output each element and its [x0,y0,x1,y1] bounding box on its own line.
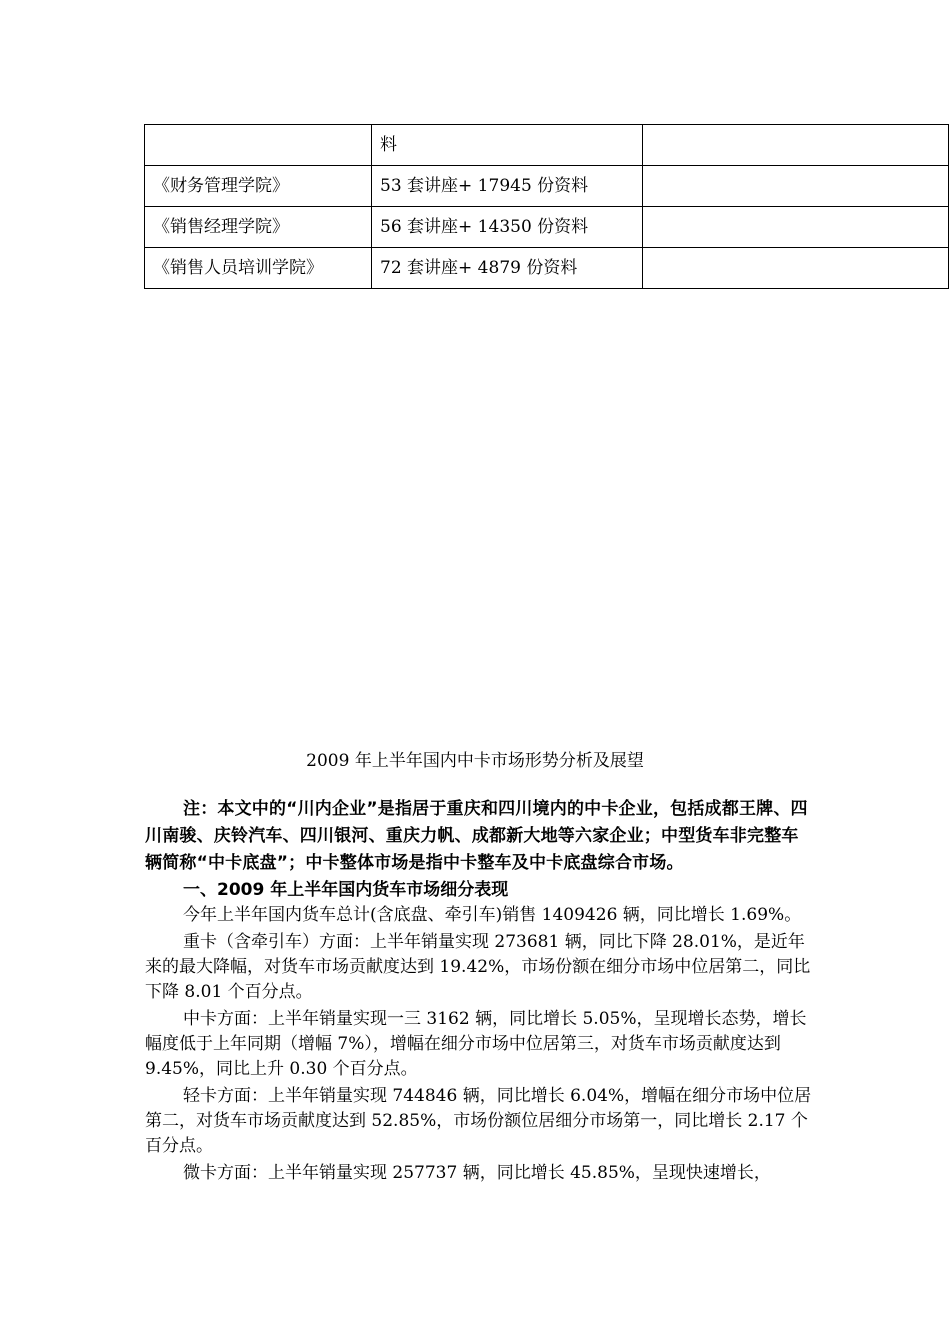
paragraph: 微卡方面：上半年销量实现 257737 辆，同比增长 45.85%，呈现快速增长， [183,1163,771,1183]
article-title: 2009 年上半年国内中卡市场形势分析及展望 [306,751,644,771]
table-cell-content: 料 [372,125,643,166]
paragraph: 重卡（含牵引车）方面：上半年销量实现 273681 辆，同比下降 28.01%，是近年来的最大降幅，对货车市场贡献度达到 19.42%，市场份额在细分市场中位居第二，同比下降 8.01 个百分点。 [145,932,811,1002]
paragraph: 今年上半年国内货车总计(含底盘、牵引车)销售 1409426 辆，同比增长 1.69%。 [183,905,802,925]
table-row [145,166,949,207]
paragraph: 中卡方面：上半年销量实现一三 3162 辆，同比增长 5.05%，呈现增长态势，增长幅度低于上年同期（增幅 7%），增幅在细分市场中位居第三，对货车市场贡献度达到 9.45%，同比上升 0.30 个百分点。 [145,1009,807,1079]
table-cell-content: 53 套讲座+ 17945 份资料 [372,166,643,207]
table-cell-name [145,125,372,166]
table-cell-content: 72 套讲座+ 4879 份资料 [372,248,643,289]
article-note: 注：本文中的“川内企业”是指居于重庆和四川境内的中卡企业，包括成都王牌、四川南骏、庆铃汽车、四川银河、重庆力帆、成都新大地等六家企业；中型货车非完整车辆简称“中卡底盘”；中卡整体市场是指中卡整车及中卡底盘综合市场。 [145,799,808,873]
table-cell-note [643,166,949,207]
table-cell-note [643,125,949,166]
table-cell-name: 《销售经理学院》 [145,207,372,248]
table-cell-note [643,248,949,289]
section-heading: 一、2009 年上半年国内货车市场细分表现 [183,880,509,900]
paragraph: 轻卡方面：上半年销量实现 744846 辆，同比增长 6.04%，增幅在细分市场中位居第二，对货车市场贡献度达到 52.85%，市场份额位居细分市场第一，同比增长 2.17 个百分点。 [145,1086,812,1156]
table-row [145,125,949,166]
table-cell-name: 《销售人员培训学院》 [145,248,372,289]
table-cell-name: 《财务管理学院》 [145,166,372,207]
catalog-table [144,124,949,289]
table-cell-content: 56 套讲座+ 14350 份资料 [372,207,643,248]
table-row [145,207,949,248]
article-body [145,796,815,1188]
table-cell-note [643,207,949,248]
table-row [145,248,949,289]
